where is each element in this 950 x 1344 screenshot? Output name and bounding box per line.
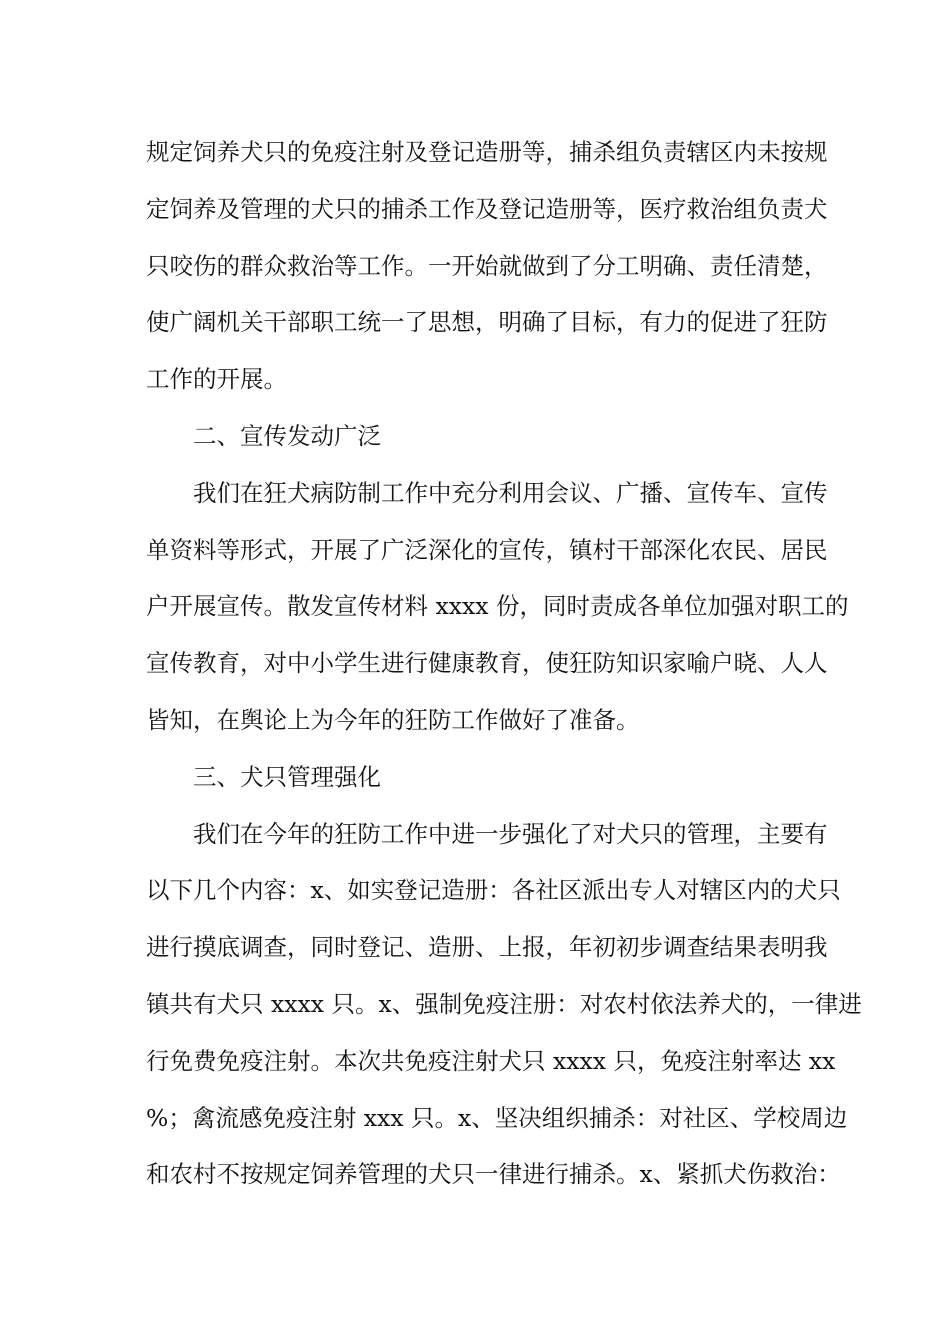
text-line: 宣传教育，对中小学生进行健康教育，使狂防知识家喻户晓、人人: [146, 649, 828, 678]
text-line: %；禽流感免疫注射 xxx 只。x、坚决组织捕杀：对社区、学校周边: [146, 1103, 848, 1132]
text-line: 户开展宣传。散发宣传材料 xxxx 份，同时责成各单位加强对职工的: [146, 592, 849, 621]
paragraph-first-line: 我们在狂犬病防制工作中充分利用会议、广播、宣传车、宣传: [193, 478, 828, 507]
text-line: 工作的开展。: [146, 365, 287, 394]
text-line: 和农村不按规定饲养管理的犬只一律进行捕杀。x、紧抓犬伤救治：: [146, 1160, 841, 1189]
paragraph-first-line: 三、犬只管理强化: [193, 762, 381, 791]
text-line: 以下几个内容：x、如实登记造册：各社区派出专人对辖区内的犬只: [146, 876, 841, 905]
document-body: [146, 132, 862, 1211]
text-line: 单资料等形式，开展了广泛深化的宣传，镇村干部深化农民、居民: [146, 535, 828, 564]
text-line: 使广阔机关干部职工统一了思想，明确了目标，有力的促进了狂防: [146, 308, 828, 337]
text-line: 镇共有犬只 xxxx 只。x、强制免疫注册：对农村依法养犬的，一律进: [146, 989, 862, 1018]
text-line: 皆知，在舆论上为今年的狂防工作做好了准备。: [146, 705, 640, 734]
paragraph-first-line: 我们在今年的狂防工作中进一步强化了对犬只的管理，主要有: [193, 819, 828, 848]
text-line: 规定饲养犬只的免疫注射及登记造册等，捕杀组负责辖区内未按规: [146, 138, 828, 166]
text-line: 行免费免疫注射。本次共免疫注射犬只 xxxx 只，免疫注射率达 xx: [146, 1046, 836, 1075]
text-line: 进行摸底调查，同时登记、造册、上报，年初初步调查结果表明我: [146, 933, 828, 962]
text-line: 定饲养及管理的犬只的捕杀工作及登记造册等，医疗救治组负责犬: [146, 194, 828, 223]
paragraph-first-line: 二、宣传发动广泛: [193, 421, 381, 450]
text-line: 只咬伤的群众救治等工作。一开始就做到了分工明确、责任清楚，: [146, 251, 828, 280]
